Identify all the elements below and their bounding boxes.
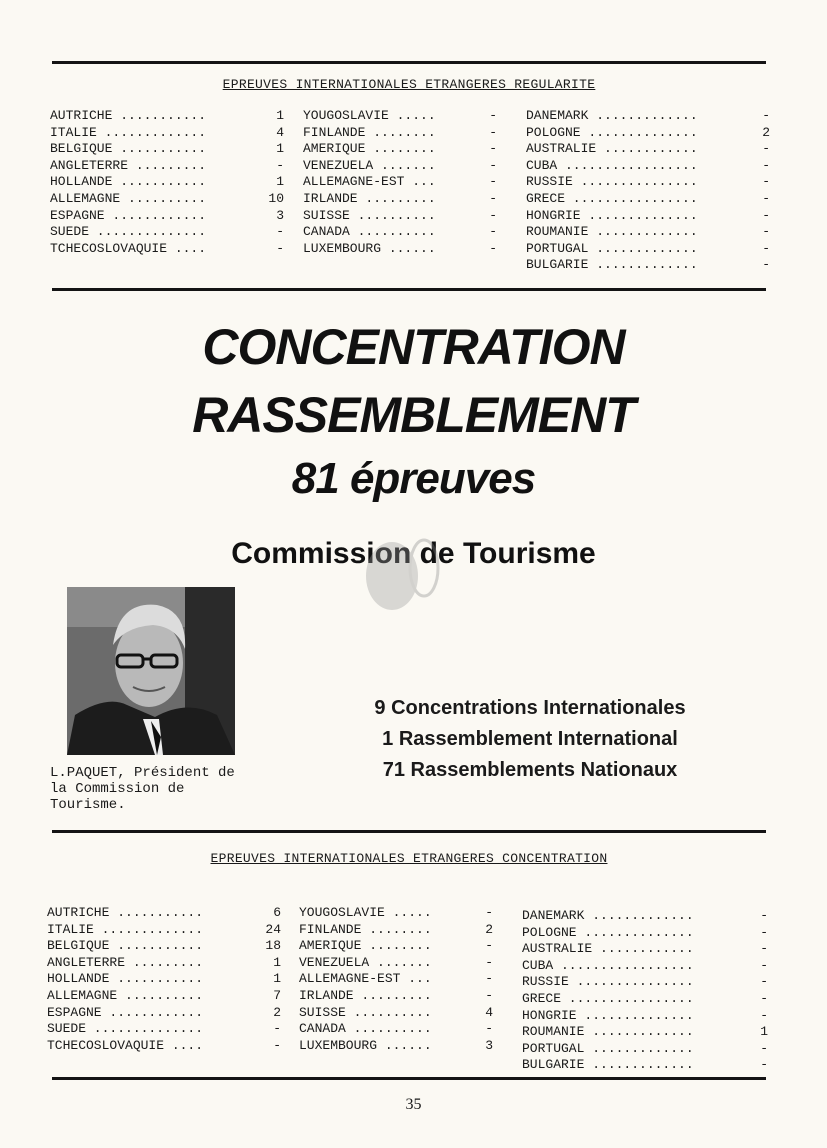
event-count: - [489,207,497,223]
event-count: - [760,1057,768,1073]
country-row [526,174,770,191]
event-count: - [276,240,284,256]
event-count: - [485,971,493,987]
country-name: SUISSE .......... [299,1004,432,1020]
country-name: ROUMANIE ............. [522,1024,694,1040]
country-row [526,241,770,258]
event-count: 7 [273,987,281,1003]
president-photo [67,587,235,755]
summary-rassemblement-international: 1 Rassemblement International [382,728,678,750]
country-row [50,141,284,158]
event-count: - [276,224,284,240]
country-name: ROUMANIE ............. [526,224,698,240]
country-name: ANGLETERRE ......... [50,157,207,173]
event-count: 1 [276,174,284,190]
country-row [522,1041,768,1058]
country-name: TCHECOSLOVAQUIE .... [50,240,207,256]
country-name: BULGARIE ............. [522,1057,694,1073]
country-name: ITALIE ............. [50,124,207,140]
country-name: BELGIQUE ........... [50,141,207,157]
event-count: - [489,174,497,190]
event-count: - [485,938,493,954]
country-name: RUSSIE ............... [522,974,694,990]
country-row [299,955,493,972]
country-row [47,971,281,988]
country-name: DANEMARK ............. [526,108,698,123]
country-row [303,241,497,258]
country-name: FINLANDE ........ [303,124,436,140]
country-name: HOLLANDE ........... [50,174,207,190]
country-row [522,1008,768,1025]
country-row [50,174,284,191]
event-count: 3 [276,207,284,223]
event-count: - [762,190,770,206]
country-name: SUISSE .......... [303,207,436,223]
event-count: - [489,157,497,173]
event-count: - [276,157,284,173]
event-count: 1 [760,1024,768,1040]
country-name: HONGRIE .............. [526,207,698,223]
top-rule [52,61,766,64]
country-name: TCHECOSLOVAQUIE .... [47,1037,204,1053]
country-row [50,224,284,241]
event-count: 1 [276,108,284,123]
country-row [47,1005,281,1022]
country-name: BELGIQUE ........... [47,938,204,954]
summary-list [300,693,760,786]
event-count: - [760,957,768,973]
country-row [299,988,493,1005]
country-name: POLOGNE .............. [526,124,698,140]
country-row [47,1021,281,1038]
event-count: - [762,157,770,173]
country-row [526,208,770,225]
country-row [522,941,768,958]
event-count: - [762,224,770,240]
country-name: PORTUGAL ............. [522,1040,694,1056]
country-name: LUXEMBOURG ...... [303,240,436,256]
event-count: - [762,240,770,256]
event-count: - [273,1021,281,1037]
country-name: FINLANDE ........ [299,921,432,937]
event-count: 4 [276,124,284,140]
page-number: 35 [405,1096,422,1113]
country-name: ESPAGNE ............ [50,207,207,223]
event-count: - [760,1007,768,1023]
country-row [522,908,768,925]
country-name: YOUGOSLAVIE ..... [299,905,432,920]
event-count: 3 [485,1037,493,1053]
country-row [303,141,497,158]
summary-concentrations: 9 Concentrations Internationales [374,697,686,719]
country-row [526,141,770,158]
country-row [50,208,284,225]
concentration-top-rule [52,830,766,833]
country-row [526,158,770,175]
event-count: - [489,224,497,240]
country-row [47,922,281,939]
event-count: - [760,908,768,923]
country-row [50,241,284,258]
event-count: - [489,141,497,157]
heading-concentration: CONCENTRATION [202,319,625,375]
event-count: - [485,905,493,920]
event-count: - [760,1040,768,1056]
country-name: CANADA .......... [303,224,436,240]
event-count: - [489,124,497,140]
country-name: AMERIQUE ........ [303,141,436,157]
regularite-column-3 [526,108,770,274]
event-count: - [762,108,770,123]
country-name: PORTUGAL ............. [526,240,698,256]
event-count: 18 [265,938,281,954]
country-row [526,191,770,208]
event-count: - [489,240,497,256]
country-row [50,125,284,142]
country-name: ANGLETERRE ......... [47,954,204,970]
regularite-bottom-rule [52,288,766,291]
event-count: - [273,1037,281,1053]
country-name: ALLEMAGNE-EST ... [299,971,432,987]
country-name: VENEZUELA ....... [303,157,436,173]
concentration-column-3 [522,908,768,1074]
regularite-column-1 [50,108,284,257]
country-name: YOUGOSLAVIE ..... [303,108,436,123]
country-name: HOLLANDE ........... [47,971,204,987]
event-count: 1 [273,971,281,987]
country-name: SUEDE .............. [47,1021,204,1037]
country-row [303,191,497,208]
country-name: AUTRICHE ........... [47,905,204,920]
event-count: 2 [762,124,770,140]
country-row [303,125,497,142]
country-row [526,108,770,125]
country-row [47,955,281,972]
country-name: BULGARIE ............. [526,257,698,273]
country-name: LUXEMBOURG ...... [299,1037,432,1053]
country-row [299,938,493,955]
event-count: - [762,174,770,190]
event-count: 1 [273,954,281,970]
country-row [526,257,770,274]
country-row [303,174,497,191]
heading-81-epreuves: 81 épreuves [291,454,536,503]
country-row [303,224,497,241]
country-row [50,158,284,175]
country-name: ALLEMAGNE-EST ... [303,174,436,190]
event-count: - [762,257,770,273]
country-name: RUSSIE ............... [526,174,698,190]
country-name: ESPAGNE ............ [47,1004,204,1020]
country-name: DANEMARK ............. [522,908,694,923]
heading-commission: Commission de Tourisme [231,537,596,570]
event-count: - [485,987,493,1003]
country-name: ALLEMAGNE .......... [47,987,204,1003]
country-row [303,108,497,125]
country-row [47,988,281,1005]
regularite-title: EPREUVES INTERNATIONALES ETRANGERES REGULARITE [222,77,596,92]
country-row [299,905,493,922]
country-row [522,991,768,1008]
event-count: 24 [265,921,281,937]
event-count: - [760,990,768,1006]
country-row [303,158,497,175]
country-row [47,905,281,922]
country-name: GRECE ................ [522,990,694,1006]
country-row [522,974,768,991]
country-name: SUEDE .............. [50,224,207,240]
country-name: CUBA ................. [526,157,698,173]
event-count: 10 [268,190,284,206]
country-name: AMERIQUE ........ [299,938,432,954]
event-count: 1 [276,141,284,157]
country-name: AUTRICHE ........... [50,108,207,123]
photo-caption: L.PAQUET, Président de la Commission de Tourisme. [50,765,235,813]
country-row [299,971,493,988]
country-row [47,938,281,955]
concentration-bottom-rule [52,1077,766,1080]
concentration-title: EPREUVES INTERNATIONALES ETRANGERES CONCENTRATION [210,851,608,866]
country-row [299,1005,493,1022]
event-count: - [762,141,770,157]
country-row [522,958,768,975]
country-row [522,925,768,942]
watermark-stamp [352,528,452,618]
event-count: - [760,941,768,957]
event-count: 6 [273,905,281,920]
summary-rassemblements-nationaux: 71 Rassemblements Nationaux [382,759,678,781]
country-name: IRLANDE ......... [303,190,436,206]
event-count: 4 [485,1004,493,1020]
country-row [522,1024,768,1041]
event-count: - [760,974,768,990]
event-count: - [762,207,770,223]
country-name: CUBA ................. [522,957,694,973]
country-name: VENEZUELA ....... [299,954,432,970]
regularite-column-2 [303,108,497,257]
country-name: AUSTRALIE ............ [522,941,694,957]
event-count: - [489,108,497,123]
event-count: - [760,924,768,940]
country-name: ALLEMAGNE .......... [50,190,207,206]
country-name: POLOGNE .............. [522,924,694,940]
country-row [50,191,284,208]
country-name: ITALIE ............. [47,921,204,937]
concentration-column-2 [299,905,493,1054]
country-row [47,1038,281,1055]
event-count: - [485,954,493,970]
event-count: 2 [273,1004,281,1020]
country-row [50,108,284,125]
country-name: GRECE ................ [526,190,698,206]
concentration-column-1 [47,905,281,1054]
country-row [526,224,770,241]
country-name: IRLANDE ......... [299,987,432,1003]
heading-rassemblement: RASSEMBLEMENT [192,387,635,443]
country-name: HONGRIE .............. [522,1007,694,1023]
event-count: 2 [485,921,493,937]
country-row [299,1038,493,1055]
country-name: CANADA .......... [299,1021,432,1037]
country-row [526,125,770,142]
event-count: - [485,1021,493,1037]
country-row [299,922,493,939]
country-row [303,208,497,225]
country-name: AUSTRALIE ............ [526,141,698,157]
event-count: - [489,190,497,206]
country-row [299,1021,493,1038]
country-row [522,1057,768,1074]
